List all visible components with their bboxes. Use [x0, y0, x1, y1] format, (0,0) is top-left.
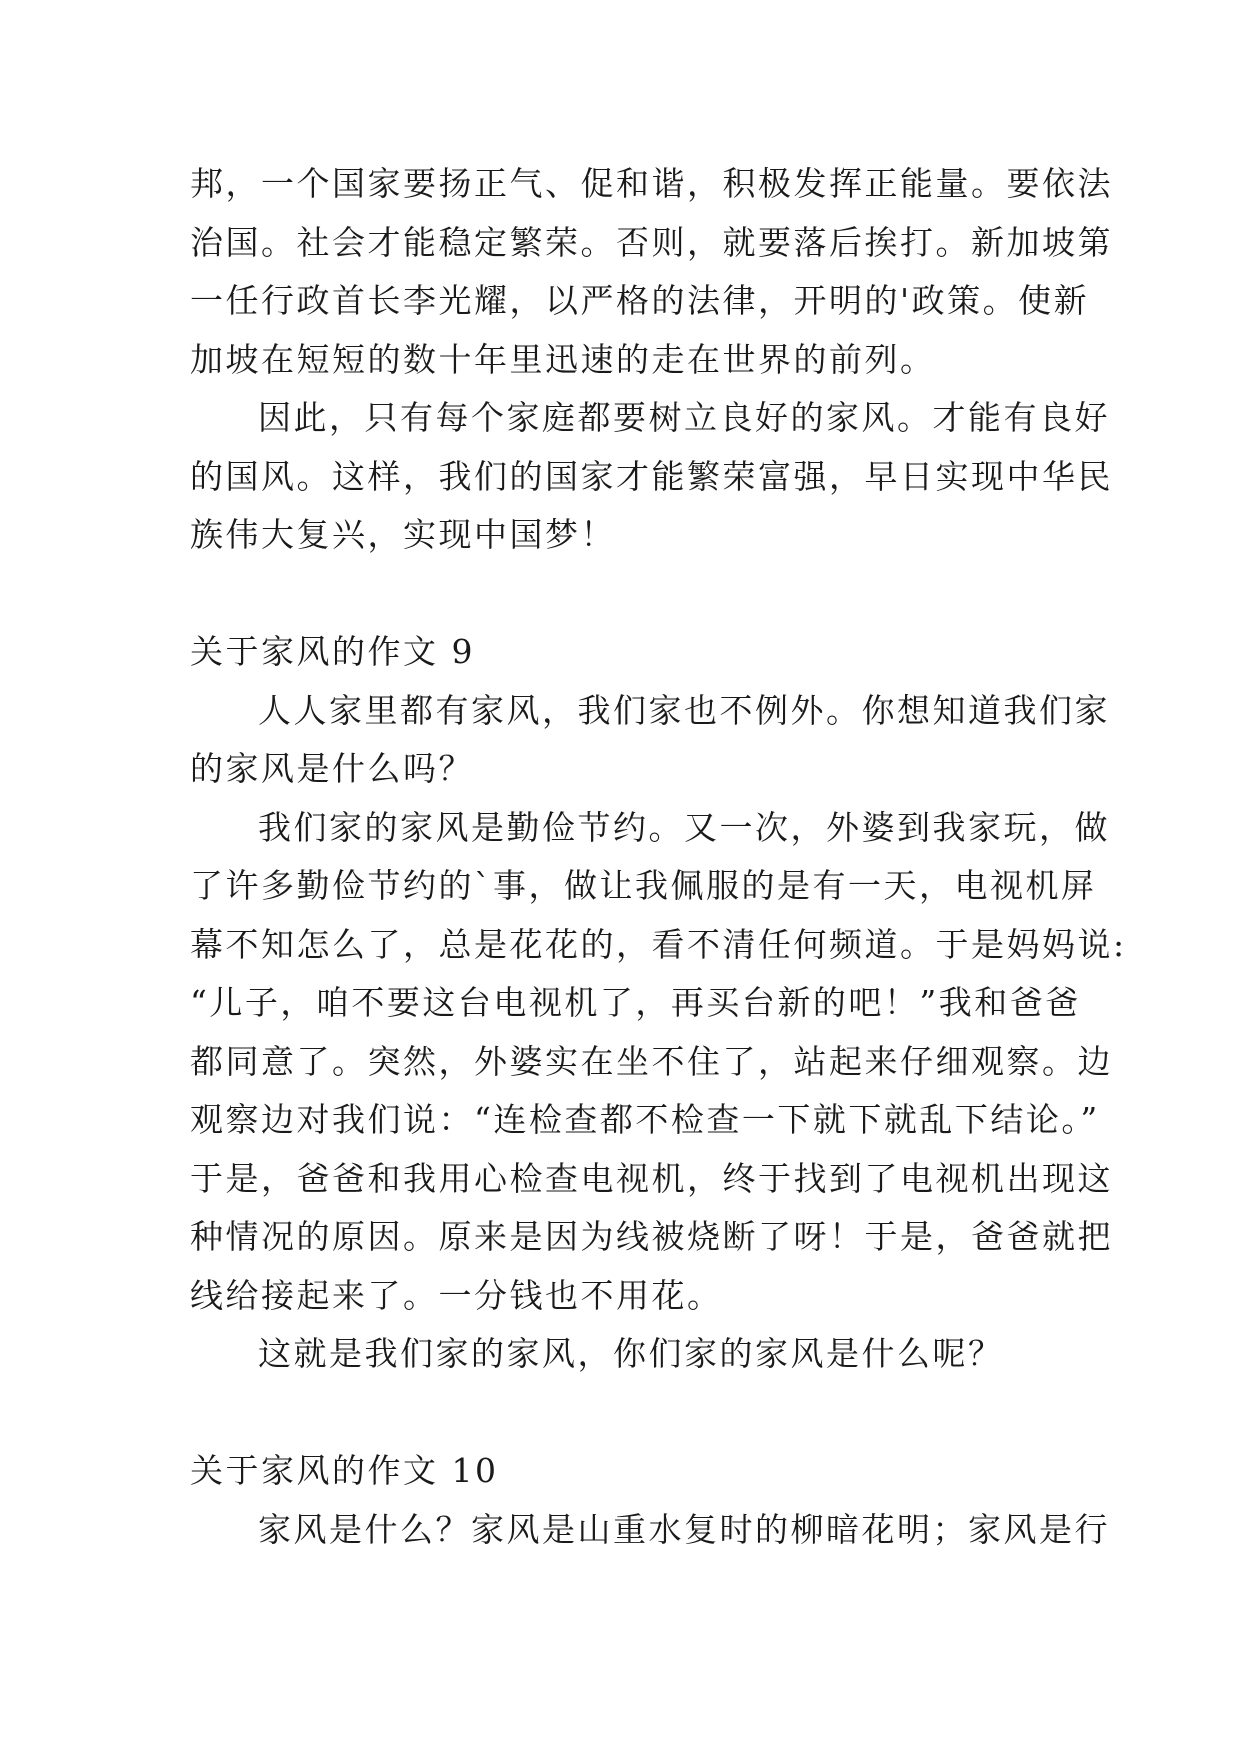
section-gap — [190, 1384, 1050, 1443]
document-body — [190, 155, 1127, 1559]
text-line: 邦，一个国家要扬正气、促和谐，积极发挥正能量。要依法 — [190, 164, 1113, 203]
section-gap — [190, 565, 1050, 624]
text-line: 的家风是什么吗？ — [190, 749, 474, 788]
section10-paragraph-1 — [190, 1501, 1110, 1560]
paragraph-prev-conclusion — [190, 389, 1113, 565]
text-line: 的国风。这样，我们的国家才能繁荣富强，早日实现中华民 — [190, 456, 1113, 496]
section-title-10: 关于家风的作文 10 — [190, 1451, 499, 1490]
text-line: 种情况的原因。原来是因为线被烧断了呀！于是，爸爸就把 — [190, 1217, 1113, 1256]
section9-paragraph-2 — [190, 799, 1127, 1326]
text-line: “儿子，咱不要这台电视机了，再买台新的吧！”我和爸爸 — [190, 983, 1081, 1022]
section9-paragraph-3 — [190, 1325, 1050, 1384]
text-line: 于是，爸爸和我用心检查电视机，终于找到了电视机出现这 — [190, 1158, 1113, 1198]
text-line: 观察边对我们说：“连检查都不检查一下就下就乱下结论。” — [190, 1100, 1100, 1139]
text-line: 族伟大复兴，实现中国梦！ — [190, 515, 616, 554]
text-line: 治国。社会才能稳定繁荣。否则，就要落后挨打。新加坡第 — [190, 222, 1113, 262]
text-line: 一任行政首长李光耀，以严格的法律，开明的'政策。使新 — [190, 281, 1090, 320]
text-line: 线给接起来了。一分钱也不用花。 — [190, 1275, 723, 1315]
text-line: 因此，只有每个家庭都要树立良好的家风。才能有良好 — [258, 398, 1110, 437]
text-line: 都同意了。突然，外婆实在坐不住了，站起来仔细观察。边 — [190, 1041, 1113, 1081]
text-line: 了许多勤俭节约的`事，做让我佩服的是有一天，电视机屏 — [190, 866, 1097, 905]
text-line: 我们家的家风是勤俭节约。又一次，外婆到我家玩，做 — [258, 807, 1110, 847]
text-line: 幕不知怎么了，总是花花的，看不清任何频道。于是妈妈说: — [190, 924, 1127, 964]
section9-paragraph-1 — [190, 682, 1110, 799]
paragraph-prev-continued — [190, 155, 1113, 389]
text-line: 加坡在短短的数十年里迅速的走在世界的前列。 — [190, 339, 936, 379]
text-line: 家风是什么？家风是山重水复时的柳暗花明；家风是行 — [258, 1509, 1110, 1549]
section-title-9: 关于家风的作文 9 — [190, 632, 475, 671]
text-line: 人人家里都有家风，我们家也不例外。你想知道我们家 — [258, 690, 1110, 730]
text-line: 这就是我们家的家风，你们家的家风是什么呢？ — [258, 1334, 1004, 1373]
